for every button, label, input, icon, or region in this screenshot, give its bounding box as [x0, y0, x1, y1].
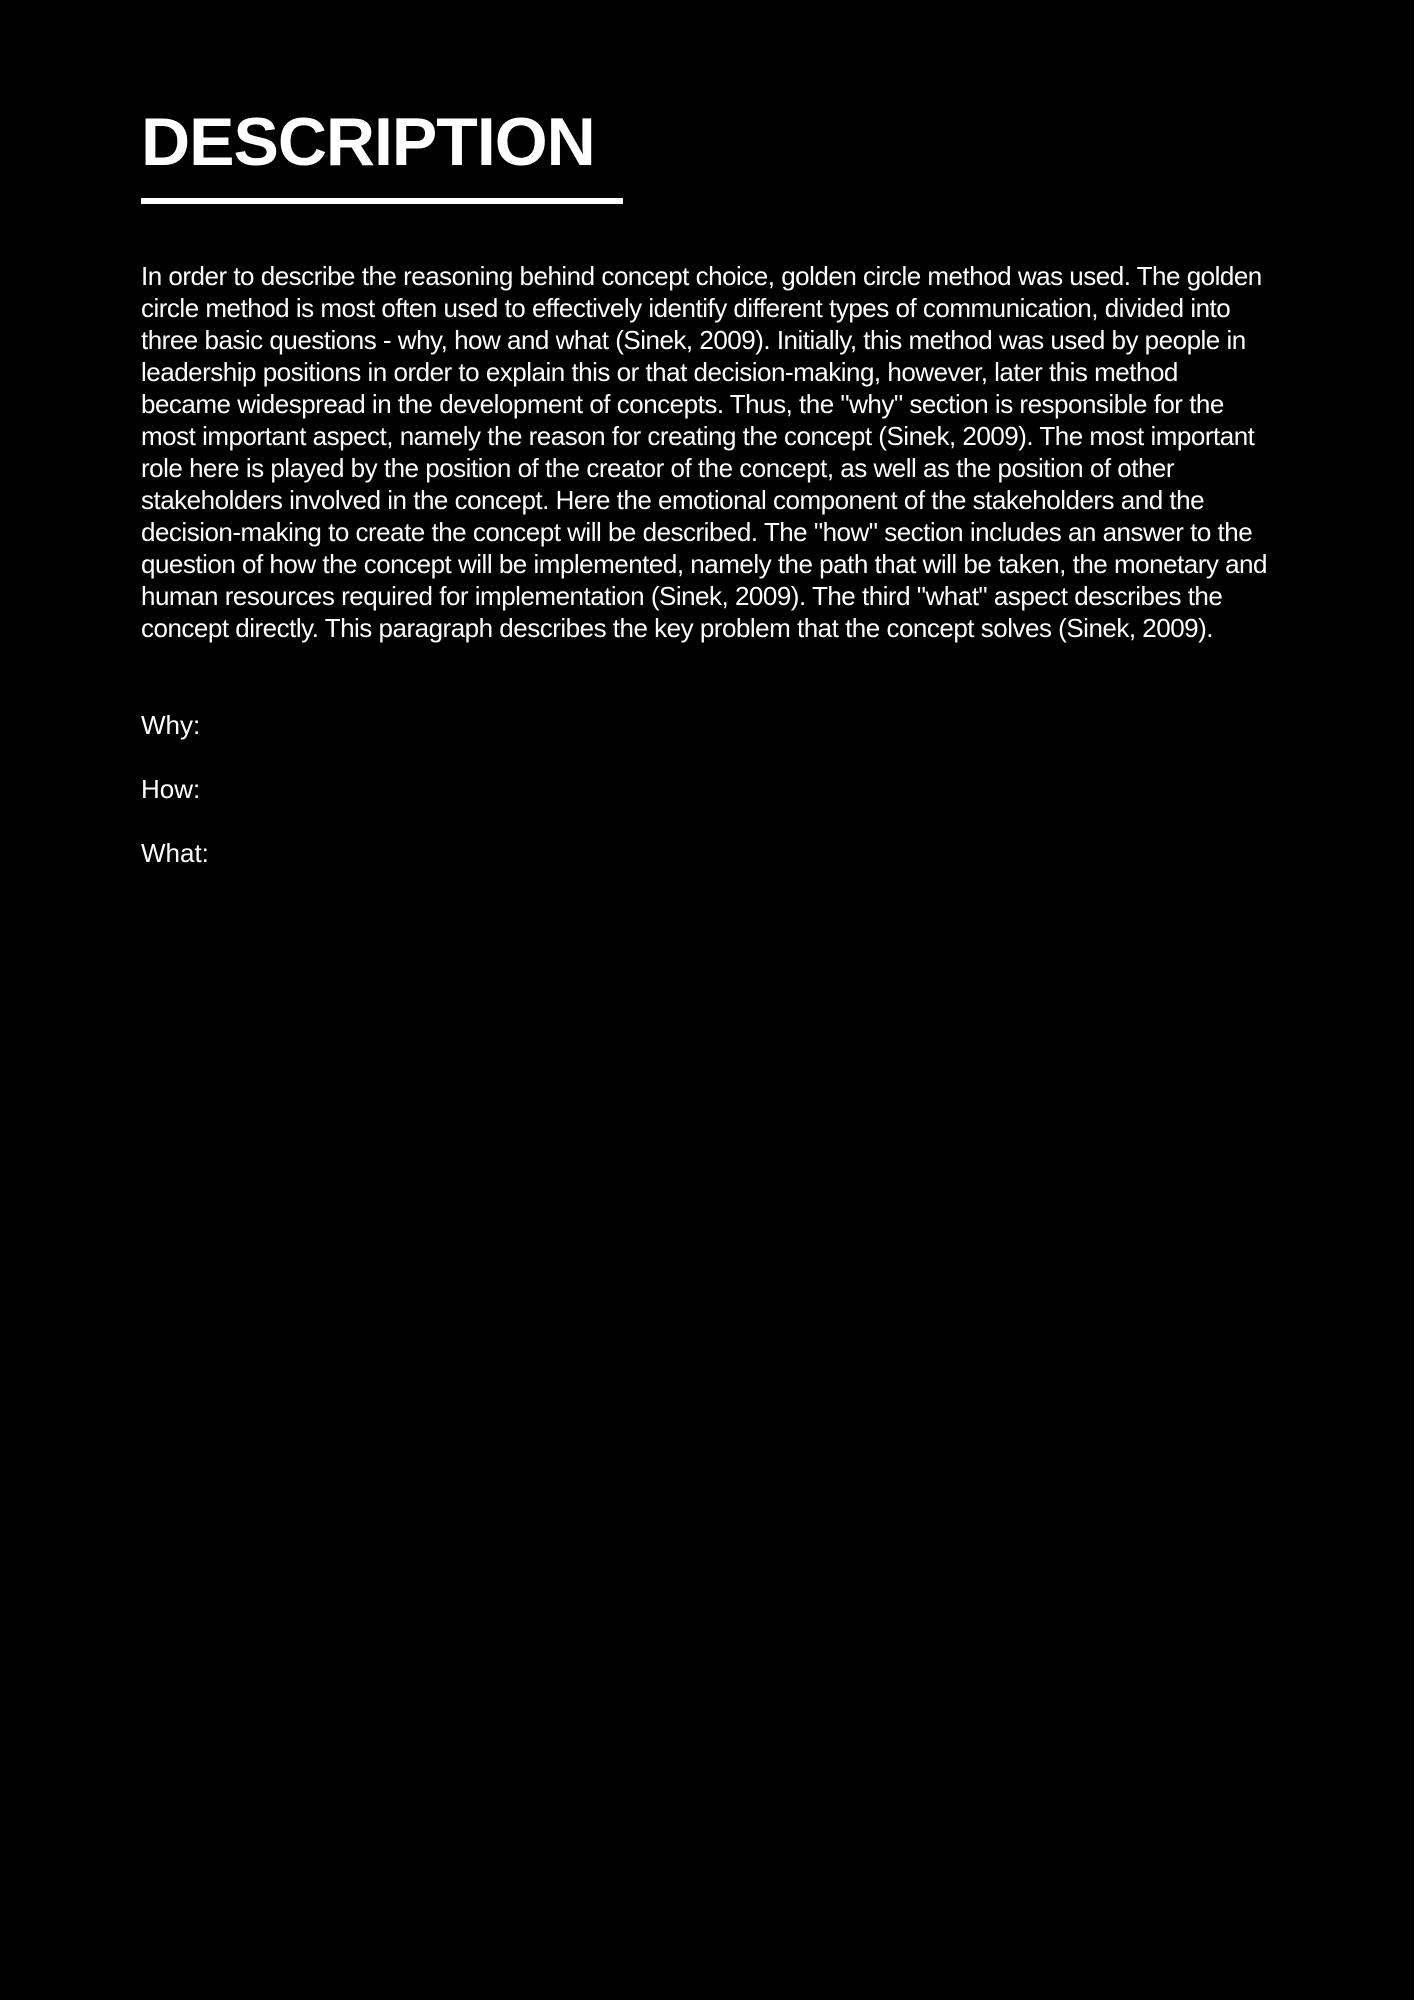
- page-title: DESCRIPTION: [141, 104, 595, 180]
- description-paragraph: In order to describe the reasoning behind concept choice, golden circle method was used. The golden circle method is most often used to effectively identify different types of communication, divided into three basic questions - why, how and what (Sinek, 2009). Initially, this method was used by people in leadership positions in order to explain this or that decision-making, however, later this method became widespread in the development of concepts. Thus, the "why" section is responsible for the most important aspect, namely the reason for creating the concept (Sinek, 2009). The most important role here is played by the position of the creator of the concept, as well as the position of other stakeholders involved in the concept. Here the emotional component of the stakeholders and the decision-making to create the concept will be described. The "how" section includes an answer to the question of how the concept will be implemented, namely the path that will be taken, the monetary and human resources required for implementation (Sinek, 2009). The third "what" aspect describes the concept directly. This paragraph describes the key problem that the concept solves (Sinek, 2009).: [141, 261, 1267, 643]
- title-underline: [141, 198, 623, 204]
- why-label: Why:: [141, 710, 201, 740]
- how-label: How:: [141, 774, 201, 804]
- what-label: What:: [141, 838, 209, 868]
